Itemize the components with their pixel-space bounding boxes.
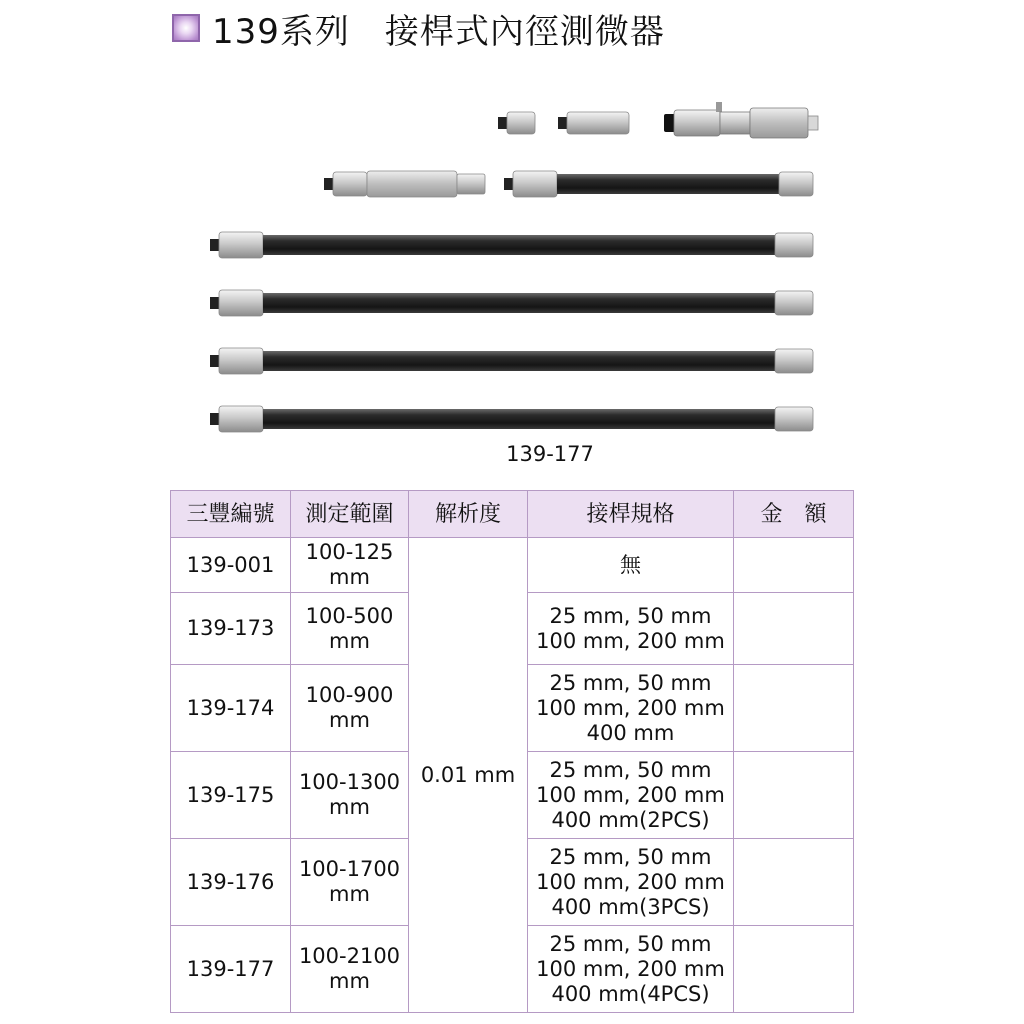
table-header-row — [171, 491, 854, 538]
model-cell: 139-176 — [171, 839, 291, 926]
extension-rod-25mm — [498, 112, 535, 134]
extension-rod-200mm — [504, 171, 813, 197]
header-range: 測定範圍 — [291, 491, 409, 538]
figure-caption: 139-177 — [506, 442, 594, 466]
header-price: 金 額 — [734, 491, 854, 538]
model-cell: 139-174 — [171, 665, 291, 752]
range-cell: 100-2100 mm — [291, 926, 409, 1013]
rod-spec-cell: 25 mm, 50 mm 100 mm, 200 mm 400 mm(3PCS) — [528, 839, 734, 926]
price-cell — [734, 839, 854, 926]
header-model: 三豐編號 — [171, 491, 291, 538]
product-photo — [190, 92, 830, 442]
extension-rod-400mm-1 — [210, 232, 813, 258]
spec-table — [170, 490, 854, 1013]
range-cell: 100-500 mm — [291, 593, 409, 665]
model-cell: 139-173 — [171, 593, 291, 665]
range-cell: 100-1300 mm — [291, 752, 409, 839]
extension-rod-400mm-4 — [210, 406, 813, 432]
micrometer-head — [664, 102, 818, 138]
price-cell — [734, 538, 854, 593]
range-cell: 100-125 mm — [291, 538, 409, 593]
rod-spec-cell: 25 mm, 50 mm 100 mm, 200 mm 400 mm(4PCS) — [528, 926, 734, 1013]
extension-rod-400mm-3 — [210, 348, 813, 374]
page-title: 139系列 接桿式內徑測微器 — [212, 11, 665, 52]
price-cell — [734, 926, 854, 1013]
extension-rod-50mm — [558, 112, 629, 134]
price-cell — [734, 665, 854, 752]
table-row — [171, 538, 854, 593]
header-resolution: 解析度 — [409, 491, 528, 538]
header-rod-spec: 接桿規格 — [528, 491, 734, 538]
extension-rod-400mm-2 — [210, 290, 813, 316]
price-cell — [734, 593, 854, 665]
rod-spec-cell: 25 mm, 50 mm 100 mm, 200 mm — [528, 593, 734, 665]
rod-spec-cell: 25 mm, 50 mm 100 mm, 200 mm 400 mm(2PCS) — [528, 752, 734, 839]
rod-spec-cell: 25 mm, 50 mm 100 mm, 200 mm 400 mm — [528, 665, 734, 752]
range-cell: 100-900 mm — [291, 665, 409, 752]
resolution-cell: 0.01 mm — [409, 538, 528, 1013]
title-bullet-square — [172, 14, 200, 42]
page-title-block — [172, 8, 665, 52]
model-cell: 139-175 — [171, 752, 291, 839]
model-cell: 139-177 — [171, 926, 291, 1013]
rod-spec-cell: 無 — [528, 538, 734, 593]
extension-rod-100mm — [324, 171, 485, 197]
model-cell: 139-001 — [171, 538, 291, 593]
range-cell: 100-1700 mm — [291, 839, 409, 926]
price-cell — [734, 752, 854, 839]
